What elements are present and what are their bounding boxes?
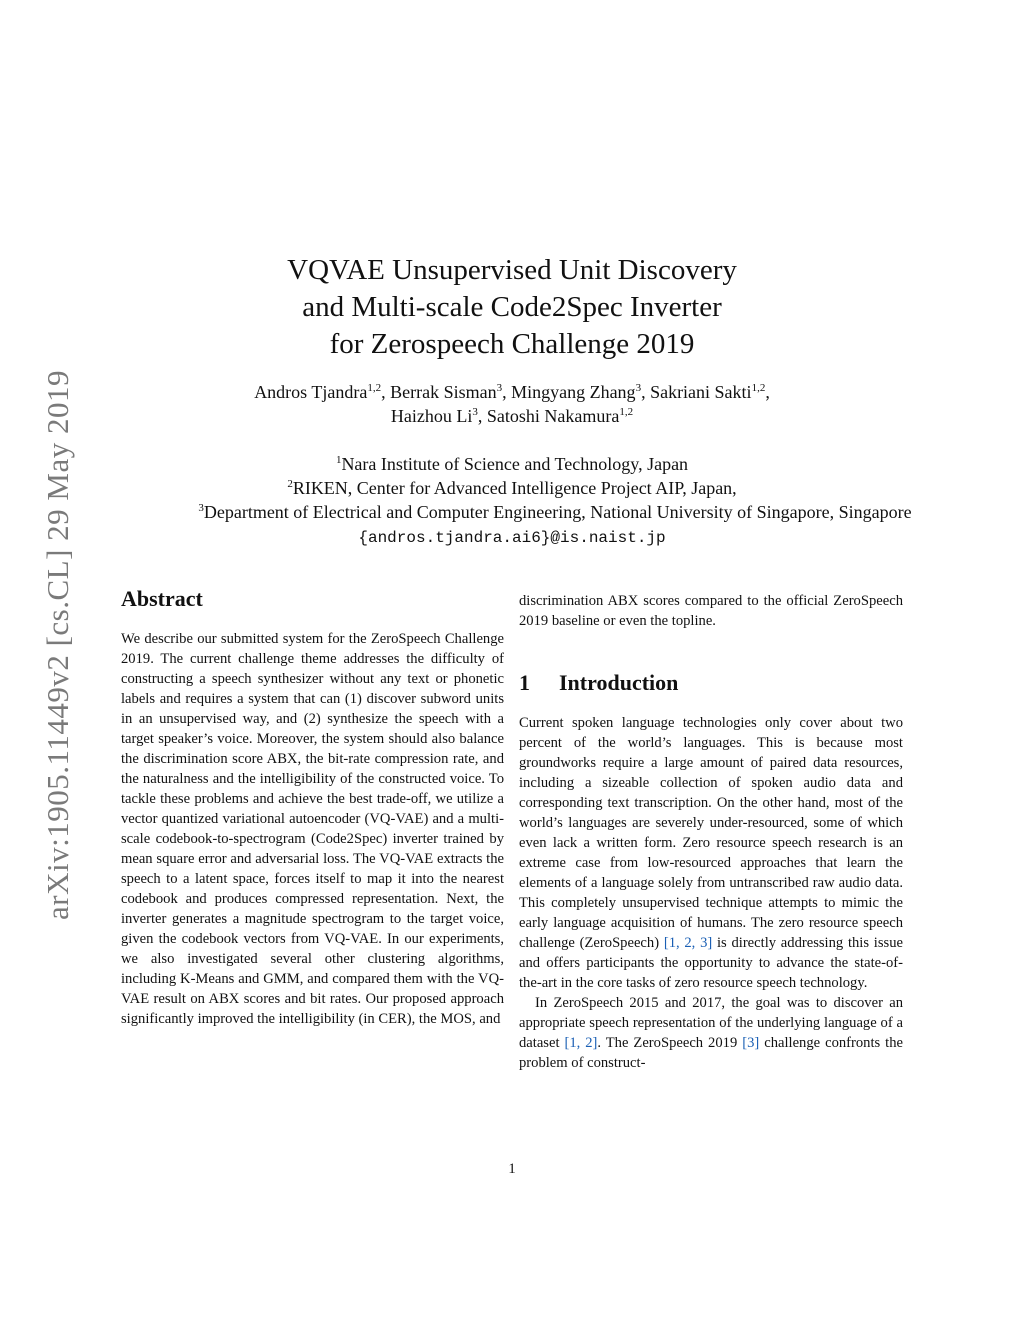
abstract-continuation: discrimination ABX scores compared to the official ZeroSpeech 2019 baseline or even the topline. [519, 593, 903, 629]
title-line-1: VQVAE Unsupervised Unit Discovery [287, 254, 737, 286]
intro-paragraph-1 [519, 713, 903, 993]
arxiv-identifier: arXiv:1905.11449v2 [cs.CL] 29 May 2019 [40, 370, 75, 920]
section-number: 1 [519, 670, 530, 695]
abstract-heading: Abstract [121, 586, 203, 611]
paragraph-text: In ZeroSpeech 2015 and 2017, the goal was to discover an appropriate speech representation of the underlying language of a dataset [519, 995, 903, 1051]
left-column [121, 585, 504, 1029]
abstract-text: We describe our submitted system for the ZeroSpeech Challenge 2019. The current challenge theme addresses the difficulty of constructing a speech synthesizer without any text or phonetic labels and requires a system that can (1) discover subword units in an unsupervised way, and (2) synthesize the speech with a target speaker’s voice. Moreover, the system should also balance the discrimination score ABX, the bit-rate compression rate, and the naturalness and the intelligibility of the constructed voice. To tackle these problems and achieve the best trade-off, we utilize a vector quantized variational autoencoder (VQ-VAE) and a multi-scale codebook-to-spectrogram (Code2Spec) inverter trained by mean square error and adversarial loss. The VQ-VAE extracts the speech to a latent space, forces itself to map it into the nearest codebook and produces compressed representation. Next, the inverter generates a magnitude spectrogram to the target voice, given the codebook vectors from VQ-VAE. In our experiments, we also investigated several other clustering algorithms, including K-Means and GMM, and compared them with the VQ-VAE result on ABX scores and bit rates. Our proposed approach significantly improved the intelligibility (in CER), the MOS, and [121, 631, 504, 1027]
author-name: Sakriani Sakti [650, 382, 752, 402]
affiliation-1 [0, 452, 1024, 476]
affiliation-mark: 3 [198, 502, 204, 514]
citation-link[interactable]: [3] [742, 1035, 760, 1051]
page-number: 1 [508, 1161, 516, 1177]
author-name: Haizhou Li [390, 406, 473, 426]
author-affiliation-mark: 1,2 [367, 382, 382, 394]
author-name: Mingyang Zhang [511, 382, 636, 402]
paragraph-text: is directly addressing this issue and offers participants the opportunity to advance the state-of-the-art in the core tasks of zero resource speech technology. [519, 935, 903, 991]
author-affiliation-mark: 1,2 [751, 382, 766, 394]
citation-link[interactable]: [1, 2] [564, 1035, 598, 1051]
email-address: {andros.tjandra.ai6}@is.naist.jp [358, 529, 666, 547]
paper-title [0, 252, 1024, 363]
title-line-2: and Multi-scale Code2Spec Inverter [302, 291, 722, 323]
title-line-3: for Zerospeech Challenge 2019 [329, 328, 695, 360]
right-column [519, 591, 903, 1073]
affiliation-text: Nara Institute of Science and Technology, Japan [341, 454, 689, 474]
author-affiliation-mark: 3 [472, 406, 478, 418]
author-line-2: Haizhou Li$^3$, Satoshi Nakamura$^{1,2}$ [390, 406, 634, 426]
affiliation-list [0, 452, 1024, 550]
affiliation-2 [0, 476, 1024, 500]
author-affiliation-mark: 3 [496, 382, 503, 394]
affiliation-mark: 1 [335, 454, 342, 466]
section-title: Introduction [559, 670, 679, 695]
author-affiliation-mark: 3 [635, 382, 642, 394]
paragraph-text: . The ZeroSpeech 2019 [597, 1035, 738, 1051]
paragraph-text: challenge confronts the problem of construct- [519, 1035, 903, 1071]
affiliation-text: RIKEN, Center for Advanced Intelligence Project AIP, Japan, [292, 478, 737, 498]
contact-email [0, 524, 1024, 550]
affiliation-3 [43, 500, 1024, 524]
citation-link[interactable]: [1, 2, 3] [663, 935, 713, 951]
author-list [0, 380, 1024, 428]
author-affiliation-mark: 1,2 [619, 406, 634, 418]
author-name: Berrak Sisman [390, 382, 497, 402]
introduction-heading [519, 669, 903, 697]
paragraph-text: Current spoken language technologies only cover about two percent of the world’s languages. This is because most groundworks require a large amount of paired data resources, including a sizeable collection of spoken audio data and corresponding text transcription. On the other hand, most of the world’s languages are severely under-resourced, some of which even lack a written form. Zero resource speech research is an extreme case from low-resourced approaches that learn the elements of a language solely from untranscribed raw audio data. This completely unsupervised technique attempts to mimic the early language acquisition of humans. The zero resource speech challenge (ZeroSpeech) [519, 715, 903, 951]
affiliation-mark: 2 [287, 478, 293, 490]
author-name: Andros Tjandra [254, 382, 368, 402]
author-line-1: Andros Tjandra$^{1,2}$, Berrak Sisman$^3$, Mingyang Zhang$^3$, Sakriani Sakti$^{1,2}$, [254, 382, 770, 402]
affiliation-text: Department of Electrical and Computer Engineering, National University of Singapore, Singapore [203, 502, 912, 522]
intro-paragraph-2 [519, 993, 903, 1073]
author-name: Satoshi Nakamura [486, 406, 620, 426]
